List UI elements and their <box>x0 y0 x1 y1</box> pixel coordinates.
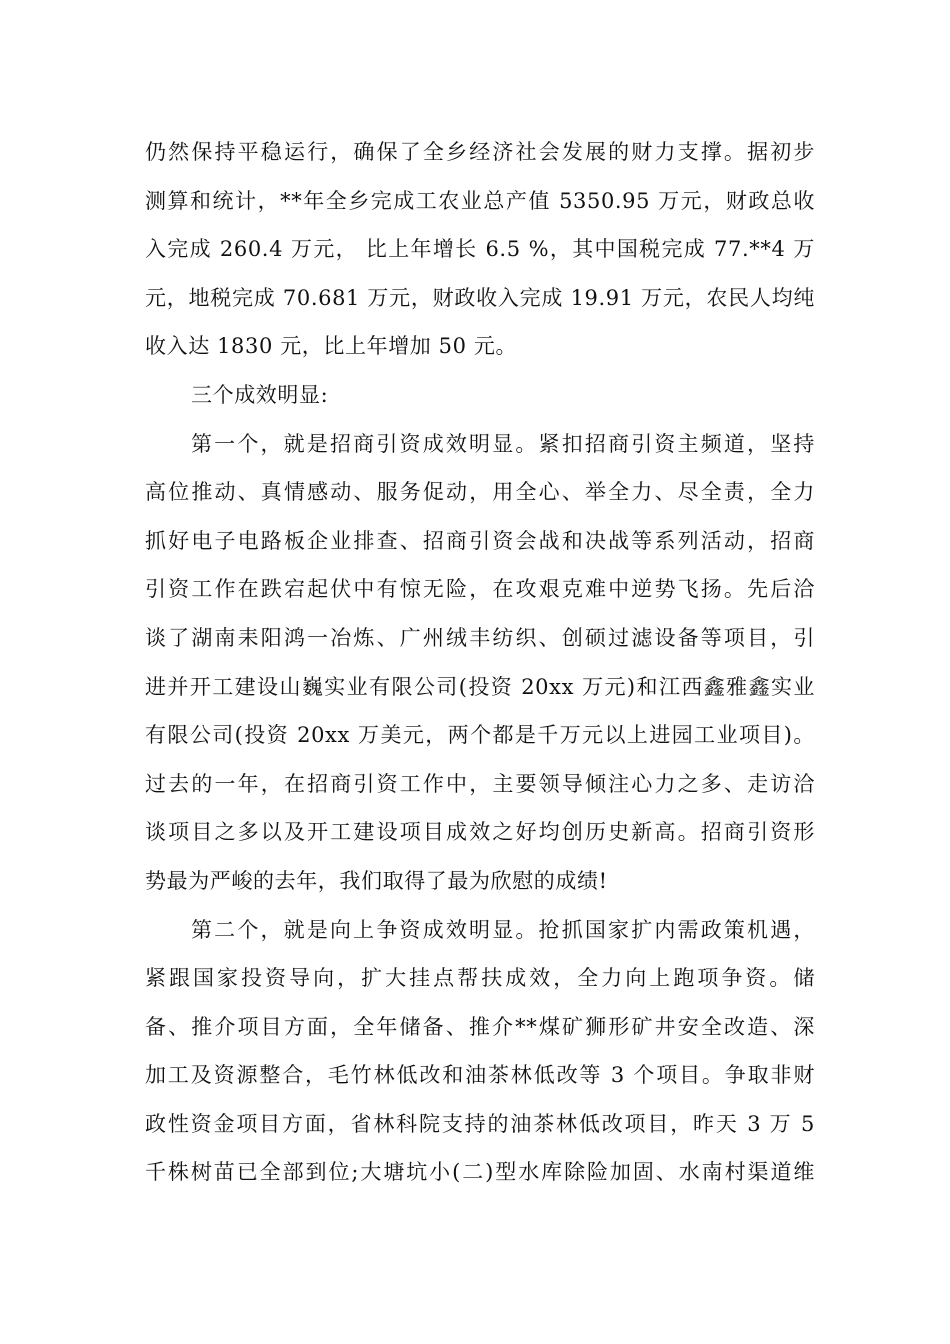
text-line: 有限公司(投资 20xx 万美元，两个都是千万元以上进园工业项目)。 <box>145 723 815 748</box>
text-line: 进并开工建设山巍实业有限公司(投资 20xx 万元)和江西鑫雅鑫实业 <box>145 674 815 699</box>
text-line: 元，地税完成 70.681 万元，财政收入完成 19.91 万元，农民人均纯 <box>145 285 815 310</box>
text-line: 紧跟国家投资导向，扩大挂点帮扶成效，全力向上跑项争资。储 <box>145 966 815 991</box>
text-line: 谈了湖南耒阳鸿一冶炼、广州绒丰纺织、创硕过滤设备等项目，引 <box>145 625 815 650</box>
section-heading: 三个成效明显: <box>191 382 329 407</box>
text-line: 收入达 1830 元，比上年增加 50 元。 <box>145 334 518 359</box>
text-line: 备、推介项目方面，全年储备、推介**煤矿狮形矿井安全改造、深 <box>145 1014 815 1039</box>
text-line: 过去的一年，在招商引资工作中，主要领导倾注心力之多、走访洽 <box>145 771 815 796</box>
body-text <box>145 128 815 1197</box>
text-line: 势最为严峻的去年，我们取得了最为欣慰的成绩! <box>145 868 608 893</box>
text-line: 谈项目之多以及开工建设项目成效之好均创历史新高。招商引资形 <box>145 820 815 845</box>
text-line: 千株树苗已全部到位;大塘坑小(二)型水库除险加固、水南村渠道维 <box>145 1160 815 1185</box>
text-line: 仍然保持平稳运行，确保了全乡经济社会发展的财力支撑。据初步 <box>145 140 815 164</box>
text-line: 政性资金项目方面，省林科院支持的油茶林低改项目，昨天 3 万 5 <box>145 1111 815 1136</box>
text-line: 测算和统计，**年全乡完成工农业总产值 5350.95 万元，财政总收 <box>145 188 815 213</box>
text-line: 抓好电子电路板企业排查、招商引资会战和决战等系列活动，招商 <box>145 528 815 553</box>
text-line: 加工及资源整合，毛竹林低改和油茶林低改等 3 个项目。争取非财 <box>145 1063 815 1088</box>
text-line: 入完成 260.4 万元， 比上年增长 6.5 %，其中国税完成 77.**4 万 <box>145 237 815 262</box>
text-line: 第二个，就是向上争资成效明显。抢抓国家扩内需政策机遇， <box>191 917 815 942</box>
text-line: 高位推动、真情感动、服务促动，用全心、举全力、尽全责，全力 <box>145 480 815 505</box>
text-line: 第一个，就是招商引资成效明显。紧扣招商引资主频道，坚持 <box>191 431 815 456</box>
text-line: 引资工作在跌宕起伏中有惊无险，在攻艰克难中逆势飞扬。先后洽 <box>145 577 815 602</box>
